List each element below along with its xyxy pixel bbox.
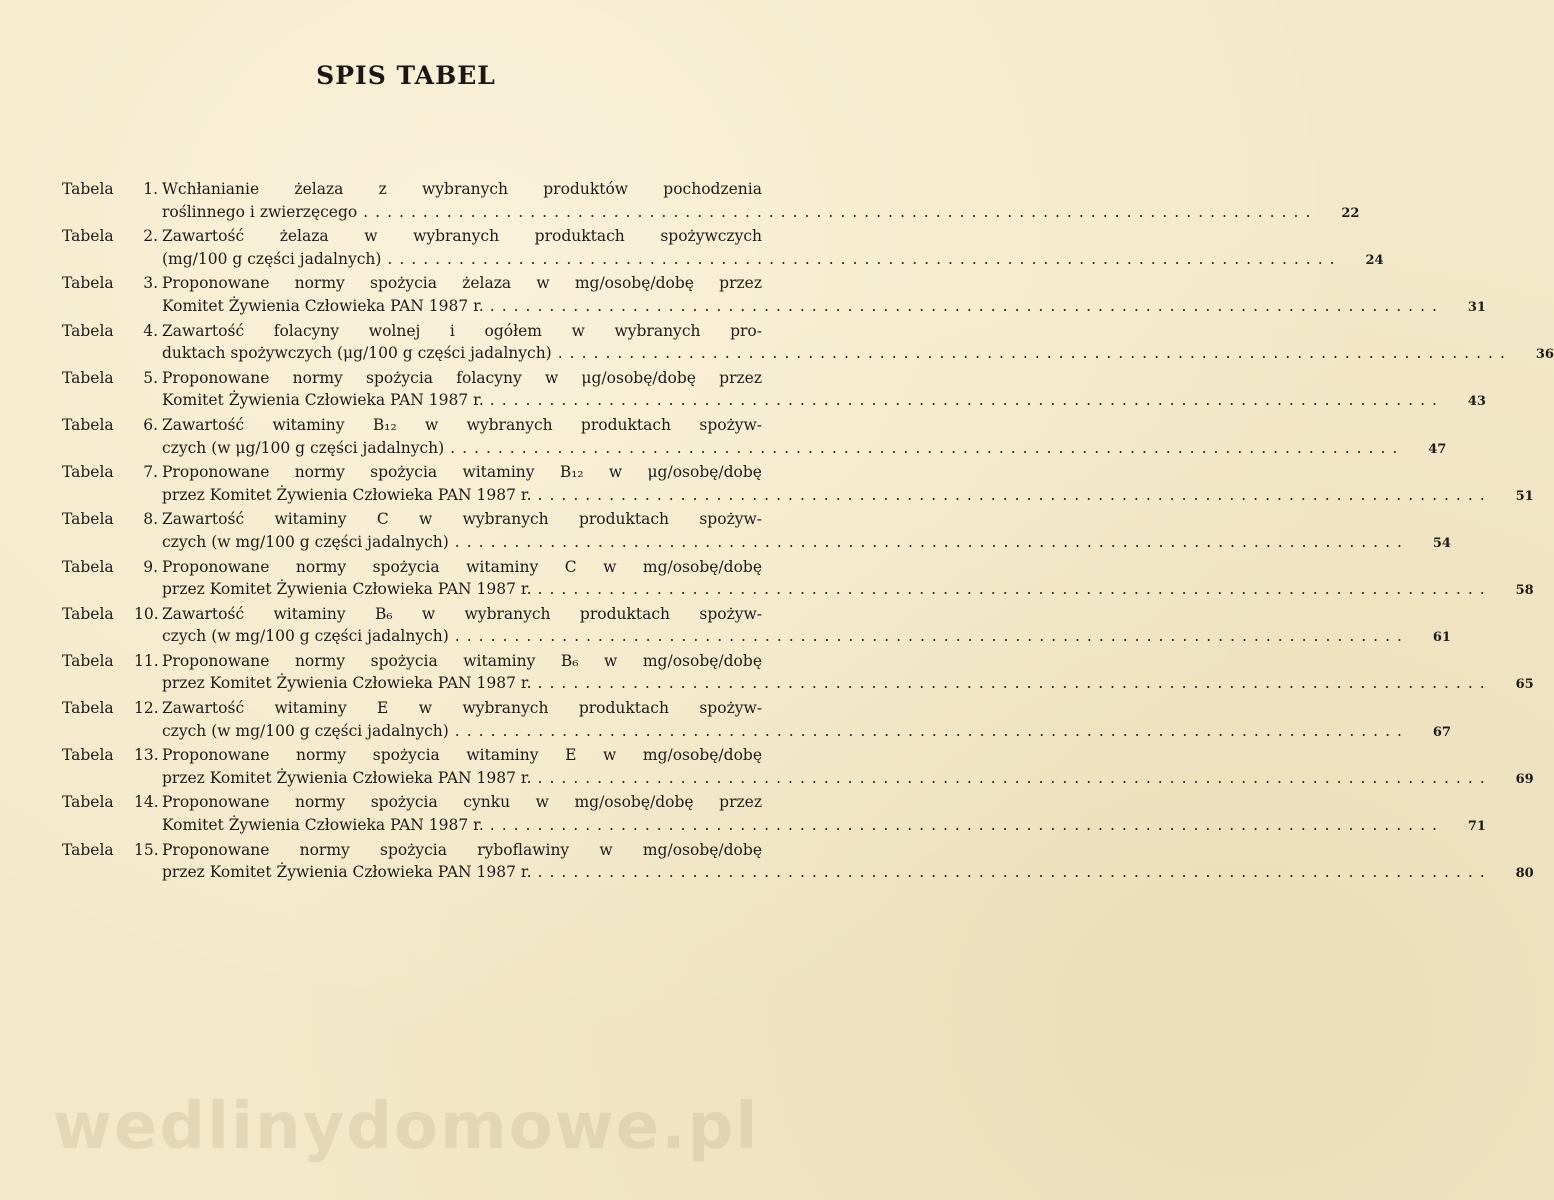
toc-entry	[62, 603, 1451, 650]
entry-body	[162, 225, 1384, 272]
entry-number: 13.	[134, 746, 159, 765]
entry-title-line2: roślinnego i zwierzęcego	[162, 202, 358, 221]
entry-body	[162, 603, 1451, 650]
entry-title-line2: przez Komitet Żywienia Człowieka PAN 1987 r.	[162, 580, 532, 599]
toc-entry	[62, 225, 1384, 272]
toc-entry	[62, 744, 1534, 791]
entry-page-number: 31	[1467, 299, 1486, 315]
entry-page-number: 65	[1515, 677, 1534, 693]
entry-body	[162, 414, 1447, 461]
entry-prefix: Tabela	[62, 180, 114, 198]
dot-leader: ................................................................................	[387, 249, 1342, 268]
entry-title-line2-row	[162, 484, 1534, 509]
toc-entry	[62, 839, 1534, 886]
entry-title-line1: Proponowane normy spożycia witaminy B₁₂ w μg/osobę/dobę	[162, 463, 762, 482]
entry-title-line2-row	[162, 342, 1554, 367]
entry-title-line1: Zawartość witaminy B₆ w wybranych produktach spożyw-	[162, 604, 762, 623]
entry-title-line1: Zawartość witaminy B₁₂ w wybranych produktach spożyw-	[162, 415, 762, 434]
entry-title-line2-row	[162, 861, 1534, 886]
entry-prefix: Tabela	[62, 557, 114, 576]
entry-title-line2-row	[162, 295, 1486, 320]
entry-title-line1: Proponowane normy spożycia witaminy E w mg/osobę/dobę	[162, 746, 762, 765]
entry-body	[162, 320, 1554, 367]
entry-number: 14.	[134, 793, 159, 812]
entry-title-line2-row	[162, 389, 1486, 414]
entry-body	[162, 272, 1486, 319]
entry-title-line1: Proponowane normy spożycia witaminy B₆ w mg/osobę/dobę	[162, 651, 762, 670]
dot-leader: ................................................................................	[450, 438, 1405, 457]
entry-page-number: 22	[1341, 205, 1360, 221]
entry-title-line2-row	[162, 672, 1534, 697]
entry-title-line1: Proponowane normy spożycia ryboflawiny w mg/osobę/dobę	[162, 840, 762, 859]
entry-title-line2: czych (w mg/100 g części jadalnych)	[162, 627, 449, 646]
entry-title-line2: czych (w mg/100 g części jadalnych)	[162, 721, 449, 740]
entry-number: 12.	[134, 699, 159, 718]
toc-entry	[62, 697, 1451, 744]
entry-number: 2.	[143, 227, 158, 246]
entry-title-line1: Wchłanianie żelaza z wybranych produktów pochodzenia	[162, 180, 762, 198]
entry-title-line2-row	[162, 248, 1384, 273]
entry-number: 3.	[143, 274, 158, 293]
entry-body	[162, 508, 1451, 555]
watermark: wedlinydomowe.pl	[52, 1090, 760, 1164]
entry-title-line1: Proponowane normy spożycia witaminy C w mg/osobę/dobę	[162, 557, 762, 576]
dot-leader: ................................................................................	[454, 627, 1409, 646]
entry-title-line1: Zawartość folacyny wolnej i ogółem w wybranych pro-	[162, 321, 762, 340]
entry-title-line2: (mg/100 g części jadalnych)	[162, 249, 382, 268]
entry-prefix: Tabela	[62, 746, 114, 765]
entry-page-number: 61	[1432, 630, 1451, 646]
entry-title-line2-row	[162, 578, 1534, 603]
entry-page-number: 47	[1428, 441, 1447, 457]
entry-body	[162, 839, 1534, 886]
entry-prefix: Tabela	[62, 227, 114, 246]
dot-leader: ................................................................................	[537, 485, 1492, 504]
entry-number: 15.	[134, 840, 159, 859]
entry-body	[162, 697, 1451, 744]
toc-entry	[62, 367, 1486, 414]
entry-prefix: Tabela	[62, 604, 114, 623]
entry-number: 5.	[143, 368, 158, 387]
dot-leader: ................................................................................	[537, 768, 1492, 787]
toc-entry	[62, 650, 1534, 697]
entry-body	[162, 744, 1534, 791]
entry-title-line1: Zawartość witaminy E w wybranych produktach spożyw-	[162, 699, 762, 718]
entry-body	[162, 367, 1486, 414]
entry-prefix: Tabela	[62, 651, 114, 670]
dot-leader: ................................................................................	[489, 816, 1444, 835]
dot-leader: ................................................................................	[537, 863, 1492, 882]
entry-title-line2: Komitet Żywienia Człowieka PAN 1987 r.	[162, 296, 484, 315]
entry-page-number: 67	[1432, 724, 1451, 740]
entry-prefix: Tabela	[62, 274, 114, 293]
entry-body	[162, 461, 1534, 508]
toc-entry	[62, 272, 1486, 319]
entry-prefix: Tabela	[62, 793, 114, 812]
dot-leader: ................................................................................	[537, 580, 1492, 599]
entry-title-line2: czych (w mg/100 g części jadalnych)	[162, 532, 449, 551]
entry-body	[162, 791, 1486, 838]
entry-title-line2: czych (w μg/100 g części jadalnych)	[162, 438, 445, 457]
toc-entry	[62, 556, 1534, 603]
entry-page-number: 24	[1365, 252, 1384, 268]
entry-title-line1: Proponowane normy spożycia żelaza w mg/osobę/dobę przez	[162, 274, 762, 293]
dot-leader: ................................................................................	[363, 202, 1318, 221]
entry-title-line2: przez Komitet Żywienia Człowieka PAN 1987 r.	[162, 485, 532, 504]
entry-number: 4.	[143, 321, 158, 340]
toc-entry	[62, 461, 1534, 508]
entry-title-line1: Proponowane normy spożycia cynku w mg/osobę/dobę przez	[162, 793, 762, 812]
entry-title-line2: przez Komitet Żywienia Człowieka PAN 1987 r.	[162, 863, 532, 882]
entry-title-line2: przez Komitet Żywienia Człowieka PAN 1987 r.	[162, 768, 532, 787]
entry-title-line2-row	[162, 814, 1486, 839]
entry-title-line2-row	[162, 625, 1451, 650]
entry-prefix: Tabela	[62, 321, 114, 340]
entry-page-number: 51	[1515, 488, 1534, 504]
entry-number: 1.	[143, 180, 158, 198]
entry-page-number: 36	[1535, 347, 1554, 363]
entry-title-line2: duktach spożywczych (μg/100 g części jadalnych)	[162, 344, 552, 363]
entry-page-number: 69	[1515, 771, 1534, 787]
page-title: SPIS TABEL	[316, 60, 496, 90]
entry-prefix: Tabela	[62, 699, 114, 718]
entry-number: 6.	[143, 415, 158, 434]
toc-entry	[62, 320, 1554, 367]
entry-title-line1: Zawartość witaminy C w wybranych produktach spożyw-	[162, 510, 762, 529]
entry-prefix: Tabela	[62, 840, 114, 859]
dot-leader: ................................................................................	[557, 344, 1512, 363]
toc-entry	[62, 414, 1447, 461]
entry-prefix: Tabela	[62, 510, 114, 529]
table-of-contents	[62, 178, 1554, 886]
entry-page-number: 71	[1467, 819, 1486, 835]
entry-number: 10.	[134, 604, 159, 623]
entry-prefix: Tabela	[62, 415, 114, 434]
dot-leader: ................................................................................	[454, 532, 1409, 551]
entry-title-line2: Komitet Żywienia Człowieka PAN 1987 r.	[162, 391, 484, 410]
toc-entry	[62, 508, 1451, 555]
entry-title-line2: przez Komitet Żywienia Człowieka PAN 1987 r.	[162, 674, 532, 693]
dot-leader: ................................................................................	[489, 296, 1444, 315]
entry-number: 9.	[143, 557, 158, 576]
entry-body	[162, 178, 1360, 225]
dot-leader: ................................................................................	[454, 721, 1409, 740]
entry-title-line2-row	[162, 767, 1534, 792]
entry-title-line2-row	[162, 720, 1451, 745]
entry-number: 8.	[143, 510, 158, 529]
toc-entry	[62, 178, 1360, 225]
entry-number: 7.	[143, 463, 158, 482]
entry-body	[162, 650, 1534, 697]
dot-leader: ................................................................................	[537, 674, 1492, 693]
entry-number: 11.	[134, 651, 159, 670]
dot-leader: ................................................................................	[489, 391, 1444, 410]
entry-page-number: 58	[1515, 583, 1534, 599]
entry-page-number: 80	[1515, 866, 1534, 882]
entry-page-number: 43	[1467, 394, 1486, 410]
entry-title-line1: Proponowane normy spożycia folacyny w μg/osobę/dobę przez	[162, 368, 762, 387]
entry-page-number: 54	[1432, 535, 1451, 551]
entry-title-line2-row	[162, 437, 1447, 462]
entry-title-line1: Zawartość żelaza w wybranych produktach spożywczych	[162, 227, 762, 246]
entry-body	[162, 556, 1534, 603]
entry-prefix: Tabela	[62, 368, 114, 387]
entry-title-line2-row	[162, 201, 1360, 226]
entry-prefix: Tabela	[62, 463, 114, 482]
entry-title-line2-row	[162, 531, 1451, 556]
entry-title-line2: Komitet Żywienia Człowieka PAN 1987 r.	[162, 816, 484, 835]
toc-entry	[62, 791, 1486, 838]
